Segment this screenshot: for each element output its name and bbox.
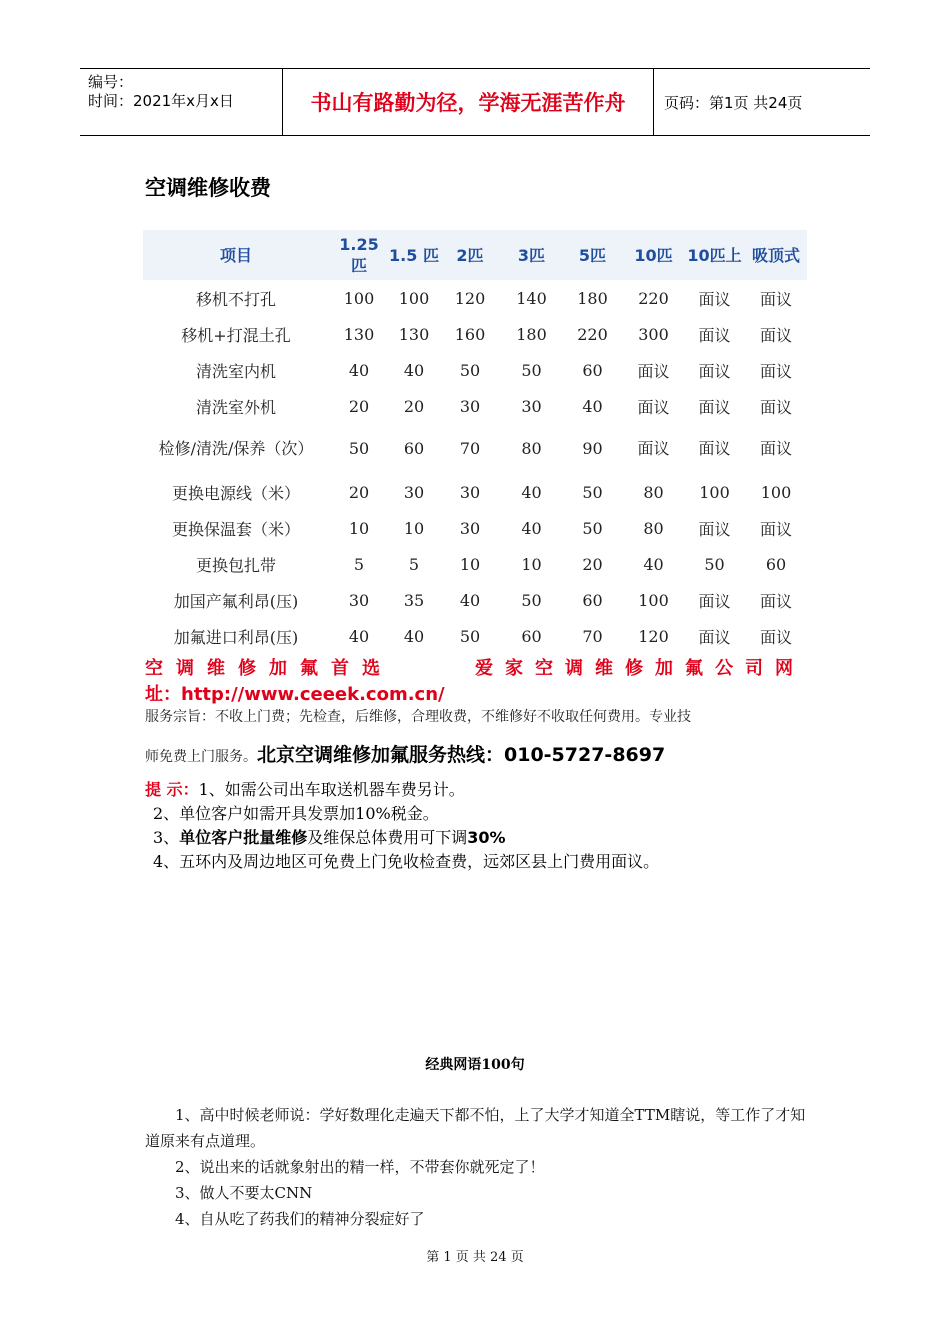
tip-3-num: 3、 <box>153 828 180 847</box>
column-header: 1.25 匹 <box>329 230 389 280</box>
column-header: 10匹 <box>623 230 684 280</box>
price-cell: 180 <box>516 324 547 344</box>
price-cell: 60 <box>582 360 603 380</box>
number-label: 编号： <box>88 73 134 91</box>
page-footer: 第 1 页 共 24 页 <box>426 1250 524 1265</box>
price-cell: 面议 <box>698 519 731 539</box>
price-cell: 300 <box>638 324 669 344</box>
tip-3-text: 及维保总体费用可下调 <box>307 828 468 847</box>
item-cell: 清洗室外机 <box>195 397 276 417</box>
price-cell: 30 <box>459 518 481 538</box>
price-cell: 90 <box>582 439 603 458</box>
list-item: 2、说出来的话就象射出的精一样，不带套你就死定了！ <box>175 1158 545 1176</box>
price-cell: 50 <box>348 439 370 458</box>
price-cell: 80 <box>643 482 664 502</box>
price-cell: 40 <box>348 360 370 380</box>
table-row <box>143 352 807 388</box>
price-cell: 50 <box>459 626 481 646</box>
section-subtitle: 经典网语100句 <box>425 1057 525 1073</box>
price-cell: 130 <box>343 324 375 344</box>
price-cell: 20 <box>348 396 370 416</box>
column-header: 10匹上 <box>684 230 745 280</box>
price-cell: 10 <box>521 554 542 574</box>
list-item: 1、高中时候老师说：学好数理化走遍天下都不怕，上了大学才知道全TTM瞎说，等工作了才知道原来有点道理。 <box>145 1106 806 1150</box>
price-cell: 10 <box>348 518 370 538</box>
table-row <box>143 546 807 582</box>
table-row <box>143 582 807 618</box>
quote-list <box>145 1102 810 1232</box>
price-cell: 40 <box>348 626 370 646</box>
price-cell: 面议 <box>759 627 792 647</box>
price-cell: 40 <box>521 482 542 502</box>
item-cell: 加国产氟利昂(压) <box>173 591 299 611</box>
table-row <box>143 618 807 654</box>
time-label: 时间：2021年x月x日 <box>88 92 234 110</box>
price-cell: 100 <box>343 288 375 308</box>
price-cell: 35 <box>403 590 425 610</box>
price-cell: 面议 <box>637 397 670 417</box>
price-cell: 面议 <box>759 325 792 345</box>
price-cell: 120 <box>454 288 486 308</box>
price-cell: 30 <box>459 482 481 502</box>
price-cell: 面议 <box>759 397 792 417</box>
service-line-1: 服务宗旨：不收上门费；先检查，后维修，合理收费，不维修好不收取任何费用。专业技 <box>145 709 691 725</box>
service-line-2 <box>145 740 665 767</box>
price-cell: 面议 <box>637 439 670 458</box>
table-row <box>143 280 807 316</box>
column-header: 5匹 <box>562 230 623 280</box>
item-cell: 更换电源线（米） <box>171 483 300 503</box>
tip-3-percent: 30% <box>467 828 506 847</box>
promo-line-1b: 爱家空调维修加氟公司网 <box>475 658 805 679</box>
page-title: 空调维修收费 <box>145 176 271 200</box>
price-cell: 220 <box>577 324 608 344</box>
price-cell: 50 <box>582 482 603 502</box>
price-cell: 40 <box>403 360 425 380</box>
item-cell: 检修/清洗/保养（次） <box>158 439 314 458</box>
price-cell: 面议 <box>698 289 731 309</box>
tip-2: 2、单位客户如需开具发票加10%税金。 <box>153 804 439 823</box>
price-cell: 60 <box>765 554 787 574</box>
price-cell: 130 <box>398 324 430 344</box>
tip-3-bold: 单位客户批量维修 <box>179 828 308 847</box>
price-cell: 面议 <box>698 361 731 381</box>
tip-3 <box>145 826 659 850</box>
page-header <box>80 68 870 136</box>
promo-url[interactable]: 址：http://www.ceeek.com.cn/ <box>145 684 445 705</box>
header-motto: 书山有路勤为径，学海无涯苦作舟 <box>282 69 654 135</box>
price-cell: 50 <box>521 360 542 380</box>
price-cell: 50 <box>459 360 481 380</box>
price-cell: 5 <box>408 554 420 574</box>
price-table <box>143 230 807 654</box>
table-header-row <box>143 230 807 280</box>
price-cell: 100 <box>398 288 430 308</box>
list-item: 4、自从吃了药我们的精神分裂症好了 <box>175 1210 425 1228</box>
table-row <box>143 316 807 352</box>
price-cell: 70 <box>582 626 603 646</box>
price-cell: 100 <box>699 482 730 502</box>
header-page-info: 页码：第1页 共24页 <box>664 93 803 112</box>
service-line-2-text: 师免费上门服务。 <box>145 749 257 765</box>
price-cell: 20 <box>403 396 425 416</box>
price-cell: 70 <box>459 439 481 458</box>
item-cell: 更换保温套（米） <box>171 519 300 539</box>
price-cell: 面议 <box>698 591 731 611</box>
header-meta <box>80 69 282 135</box>
price-cell: 5 <box>353 554 365 574</box>
price-cell: 100 <box>760 482 792 502</box>
item-cell: 加氟进口利昂(压) <box>173 627 299 647</box>
price-cell: 40 <box>459 590 481 610</box>
price-cell: 50 <box>582 518 603 538</box>
price-cell: 面议 <box>698 397 731 417</box>
price-cell: 180 <box>577 288 608 308</box>
item-cell: 移机不打孔 <box>195 289 276 309</box>
price-cell: 20 <box>348 482 370 502</box>
promo-text <box>145 656 805 708</box>
price-cell: 40 <box>582 396 603 416</box>
price-cell: 10 <box>403 518 425 538</box>
tips-label: 提 示： <box>145 780 199 799</box>
price-cell: 30 <box>348 590 370 610</box>
price-cell: 面议 <box>759 591 792 611</box>
price-cell: 面议 <box>698 439 731 458</box>
price-cell: 100 <box>638 590 669 610</box>
table-row <box>143 388 807 424</box>
tips <box>145 778 659 874</box>
price-cell: 50 <box>704 554 725 574</box>
price-cell: 面议 <box>759 439 792 458</box>
table-row <box>143 510 807 546</box>
table-row <box>143 474 807 510</box>
price-cell: 30 <box>403 482 425 502</box>
price-cell: 120 <box>638 626 669 646</box>
list-item: 3、做人不要太CNN <box>175 1184 313 1202</box>
column-header: 3匹 <box>501 230 562 280</box>
price-cell: 40 <box>521 518 542 538</box>
item-cell: 清洗室内机 <box>195 361 276 381</box>
price-cell: 60 <box>403 439 425 458</box>
item-cell: 更换包扎带 <box>195 555 276 575</box>
column-header: 项目 <box>143 230 329 280</box>
table-row <box>143 424 807 474</box>
item-cell: 移机+打混土孔 <box>181 325 291 345</box>
column-header: 吸顶式 <box>745 230 807 280</box>
hotline: 北京空调维修加氟服务热线：010-5727-8697 <box>257 744 666 766</box>
price-cell: 面议 <box>759 289 792 309</box>
price-cell: 140 <box>516 288 547 308</box>
promo-line-1: 空调维修加氟首选 <box>145 658 393 679</box>
price-cell: 80 <box>521 439 542 458</box>
price-cell: 10 <box>459 554 481 574</box>
price-cell: 60 <box>582 590 603 610</box>
column-header: 2匹 <box>439 230 501 280</box>
price-cell: 60 <box>521 626 542 646</box>
price-cell: 40 <box>643 554 664 574</box>
price-cell: 30 <box>521 396 542 416</box>
price-cell: 面议 <box>698 325 731 345</box>
price-cell: 面议 <box>759 519 792 539</box>
price-cell: 20 <box>582 554 603 574</box>
price-cell: 面议 <box>698 627 731 647</box>
price-cell: 220 <box>638 288 669 308</box>
price-cell: 80 <box>643 518 664 538</box>
column-header: 1.5 匹 <box>389 230 439 280</box>
price-cell: 面议 <box>759 361 792 381</box>
price-cell: 160 <box>454 324 486 344</box>
tip-1: 1、如需公司出车取送机器车费另计。 <box>198 780 465 799</box>
price-cell: 面议 <box>637 361 670 381</box>
price-cell: 30 <box>459 396 481 416</box>
price-cell: 40 <box>403 626 425 646</box>
price-cell: 50 <box>521 590 542 610</box>
tip-4: 4、五环内及周边地区可免费上门免收检查费，远郊区县上门费用面议。 <box>153 852 660 871</box>
